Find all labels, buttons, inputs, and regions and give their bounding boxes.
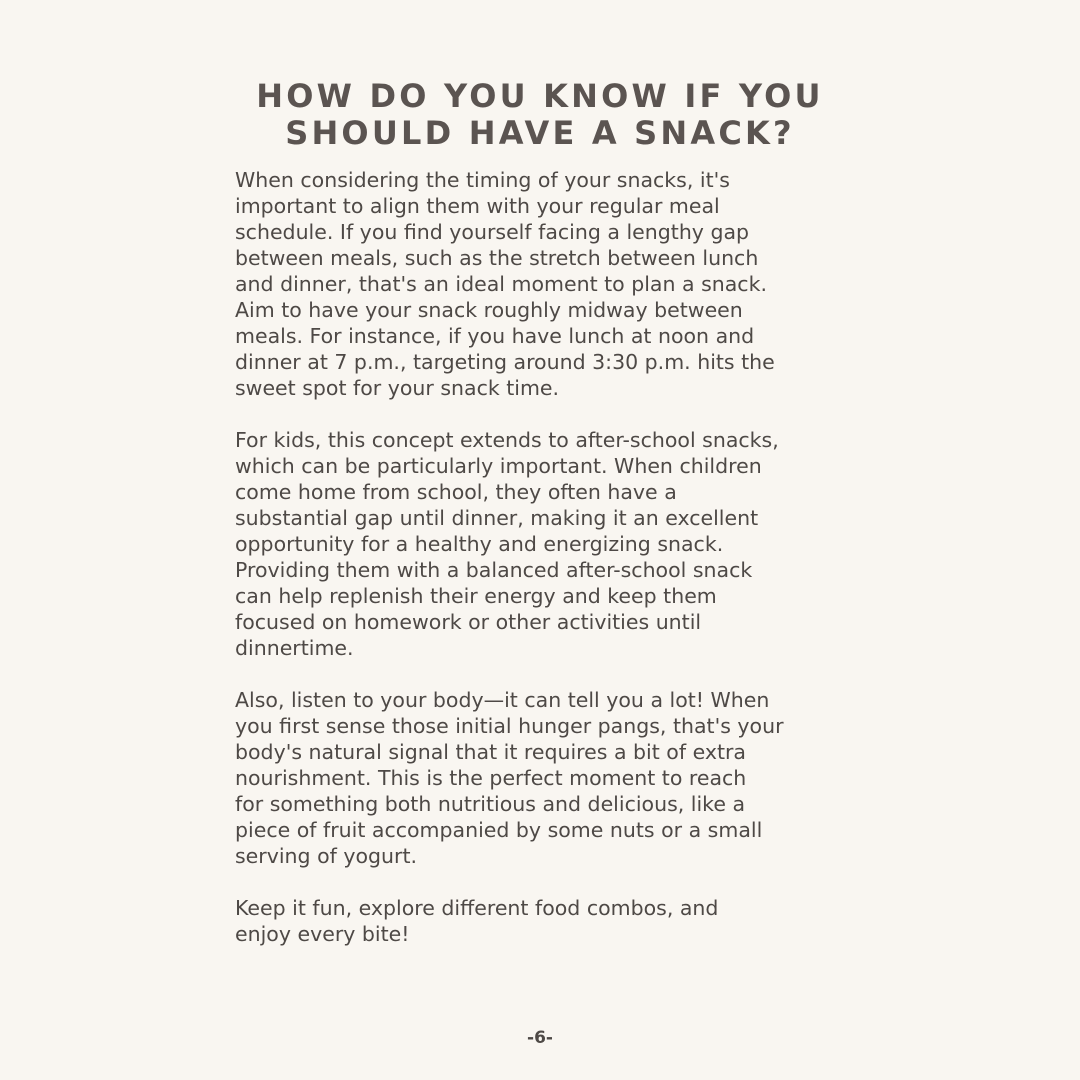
text-line: you first sense those initial hunger pangs, that's your xyxy=(235,714,784,738)
paragraph-listen-to-body xyxy=(235,687,855,869)
text-line: schedule. If you find yourself facing a lengthy gap xyxy=(235,220,750,244)
text-line: meals. For instance, if you have lunch at noon and xyxy=(235,324,755,348)
text-line: and dinner, that's an ideal moment to plan a snack. xyxy=(235,272,767,296)
text-line: which can be particularly important. When children xyxy=(235,454,762,478)
page-number: -6- xyxy=(527,1028,553,1048)
text-line: Providing them with a balanced after-school snack xyxy=(235,558,753,582)
text-line: nourishment. This is the perfect moment to reach xyxy=(235,766,747,790)
text-line: body's natural signal that it requires a bit of extra xyxy=(235,740,746,764)
title-line: SHOULD HAVE A SNACK? xyxy=(285,114,795,152)
text-line: sweet spot for your snack time. xyxy=(235,376,560,400)
text-line: between meals, such as the stretch between lunch xyxy=(235,246,759,270)
text-line: Keep it fun, explore different food combos, and xyxy=(235,896,719,920)
text-line: opportunity for a healthy and energizing snack. xyxy=(235,532,724,556)
text-line: piece of fruit accompanied by some nuts or a small xyxy=(235,818,763,842)
text-line: can help replenish their energy and keep them xyxy=(235,584,717,608)
paragraph-snack-timing xyxy=(235,167,855,401)
paragraph-closing xyxy=(235,895,855,947)
article-body xyxy=(235,167,855,973)
text-line: For kids, this concept extends to after-school snacks, xyxy=(235,428,779,452)
text-line: Also, listen to your body—it can tell you a lot! When xyxy=(235,688,770,712)
paragraph-kids-snacks xyxy=(235,427,855,661)
text-line: substantial gap until dinner, making it an excellent xyxy=(235,506,759,530)
text-line: focused on homework or other activities until xyxy=(235,610,702,634)
text-line: dinnertime. xyxy=(235,636,354,660)
text-line: serving of yogurt. xyxy=(235,844,418,868)
title-line: HOW DO YOU KNOW IF YOU xyxy=(256,77,824,115)
text-line: come home from school, they often have a xyxy=(235,480,677,504)
text-line: enjoy every bite! xyxy=(235,922,410,946)
page-title xyxy=(180,78,900,152)
text-line: When considering the timing of your snacks, it's xyxy=(235,168,730,192)
text-line: for something both nutritious and delicious, like a xyxy=(235,792,746,816)
text-line: Aim to have your snack roughly midway between xyxy=(235,298,743,322)
text-line: important to align them with your regular meal xyxy=(235,194,720,218)
text-line: dinner at 7 p.m., targeting around 3:30 p.m. hits the xyxy=(235,350,775,374)
